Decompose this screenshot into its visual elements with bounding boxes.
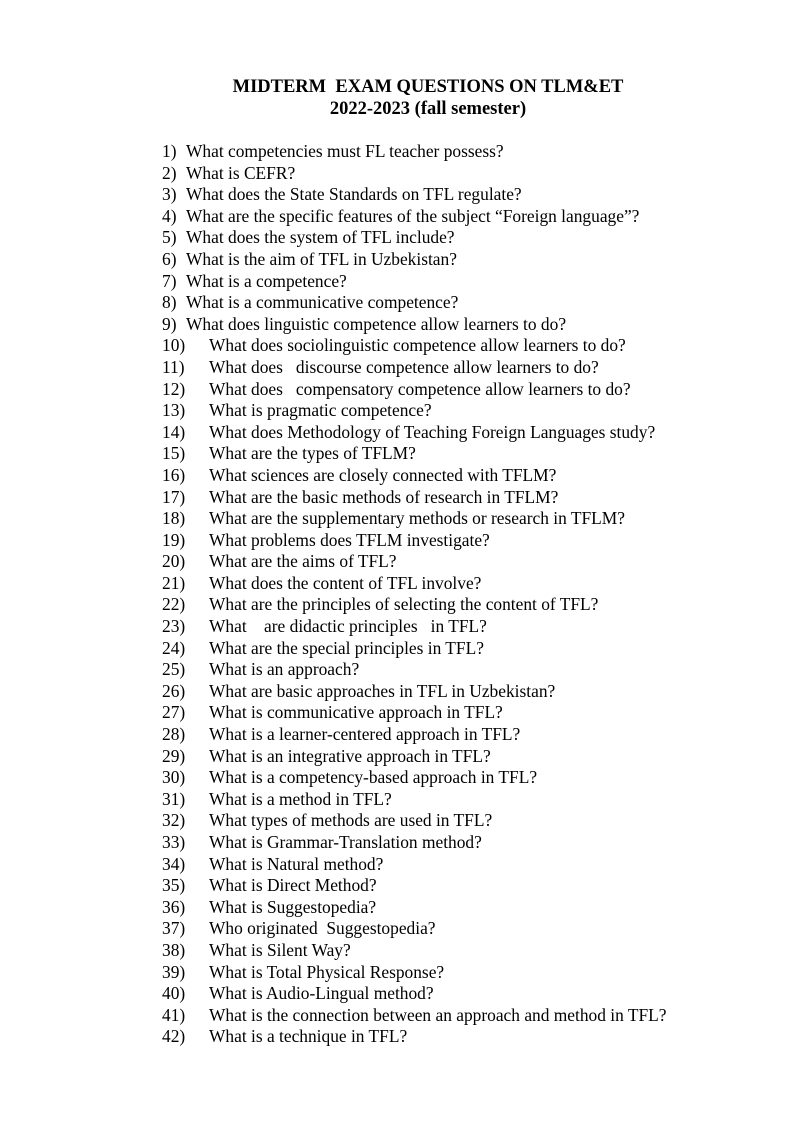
question-number: 28) xyxy=(162,724,186,745)
question-item xyxy=(162,379,762,401)
question-item xyxy=(162,594,762,616)
question-text: What is Direct Method? xyxy=(209,875,377,896)
question-number: 32) xyxy=(162,810,186,831)
question-number: 38) xyxy=(162,939,186,960)
question-text: What is an approach? xyxy=(209,659,360,680)
question-number: 5) xyxy=(162,227,177,248)
question-item xyxy=(162,746,762,768)
question-item xyxy=(162,465,762,487)
question-number: 26) xyxy=(162,680,186,701)
question-item xyxy=(162,422,762,444)
question-number: 19) xyxy=(162,529,186,550)
question-text: What are didactic principles in TFL? xyxy=(209,616,487,637)
question-text: What is an integrative approach in TFL? xyxy=(209,745,491,766)
question-number: 30) xyxy=(162,767,186,788)
question-number: 16) xyxy=(162,464,186,485)
question-text: What does linguistic competence allow learners to do? xyxy=(186,313,567,334)
question-text: What does Methodology of Teaching Foreign Languages study? xyxy=(209,421,656,442)
question-item xyxy=(162,1005,762,1027)
question-number: 9) xyxy=(162,313,177,334)
question-item xyxy=(162,487,762,509)
question-item xyxy=(162,335,762,357)
question-number: 10) xyxy=(162,335,186,356)
question-number: 34) xyxy=(162,853,186,874)
question-item xyxy=(162,227,762,249)
question-text: What does the content of TFL involve? xyxy=(209,572,482,593)
question-text: What are the specific features of the subject “Foreign language”? xyxy=(186,205,640,226)
question-item xyxy=(162,443,762,465)
question-text: What are the supplementary methods or research in TFLM? xyxy=(209,508,625,529)
question-item xyxy=(162,551,762,573)
question-number: 35) xyxy=(162,875,186,896)
question-item xyxy=(162,962,762,984)
question-number: 13) xyxy=(162,400,186,421)
question-text: What is communicative approach in TFL? xyxy=(209,702,503,723)
question-number: 23) xyxy=(162,616,186,637)
question-number: 1) xyxy=(162,141,177,161)
question-text: What sciences are closely connected with TFLM? xyxy=(209,464,557,485)
question-number: 21) xyxy=(162,572,186,593)
question-number: 3) xyxy=(162,184,177,205)
question-text: What is Total Physical Response? xyxy=(209,961,445,982)
question-number: 2) xyxy=(162,162,177,183)
question-text: Who originated Suggestopedia? xyxy=(209,918,436,939)
document-title: MIDTERM EXAM QUESTIONS ON TLM&ET xyxy=(232,77,624,97)
question-item xyxy=(162,573,762,595)
question-item xyxy=(162,940,762,962)
question-number: 4) xyxy=(162,205,177,226)
question-text: What does compensatory competence allow learners to do? xyxy=(209,378,631,399)
question-item xyxy=(162,983,762,1005)
question-number: 40) xyxy=(162,983,186,1004)
question-text: What is the connection between an approach and method in TFL? xyxy=(209,1004,667,1025)
question-text: What is Grammar-Translation method? xyxy=(209,832,482,852)
question-text: What is a technique in TFL? xyxy=(209,1026,408,1047)
question-item xyxy=(162,875,762,897)
question-number: 14) xyxy=(162,421,186,442)
question-number: 25) xyxy=(162,659,186,680)
question-text: What is Silent Way? xyxy=(209,939,351,960)
question-text: What are basic approaches in TFL in Uzbekistan? xyxy=(209,680,556,701)
question-number: 36) xyxy=(162,896,186,917)
question-item xyxy=(162,508,762,530)
question-number: 7) xyxy=(162,270,177,291)
question-number: 15) xyxy=(162,443,186,464)
question-text: What is Audio-Lingual method? xyxy=(209,983,434,1004)
question-number: 24) xyxy=(162,637,186,658)
question-item xyxy=(162,249,762,271)
question-number: 27) xyxy=(162,702,186,723)
question-text: What is a communicative competence? xyxy=(186,292,459,313)
question-text: What is Suggestopedia? xyxy=(209,896,377,917)
question-text: What is the aim of TFL in Uzbekistan? xyxy=(186,248,457,269)
question-number: 41) xyxy=(162,1004,186,1025)
question-number: 39) xyxy=(162,961,186,982)
question-number: 20) xyxy=(162,551,186,572)
question-text: What are the basic methods of research in TFLM? xyxy=(209,486,559,507)
question-text: What is pragmatic competence? xyxy=(209,400,432,421)
question-text: What does sociolinguistic competence allow learners to do? xyxy=(209,335,626,356)
question-item xyxy=(162,184,762,206)
question-item xyxy=(162,314,762,336)
question-text: What is CEFR? xyxy=(186,162,296,183)
question-text: What are the principles of selecting the content of TFL? xyxy=(209,594,599,615)
question-item xyxy=(162,767,762,789)
question-number: 18) xyxy=(162,508,186,529)
question-item xyxy=(162,163,762,185)
question-item xyxy=(162,616,762,638)
question-list xyxy=(162,141,762,1048)
question-item xyxy=(162,702,762,724)
question-text: What does discourse competence allow learners to do? xyxy=(209,356,599,377)
question-text: What is a learner-centered approach in TFL? xyxy=(209,724,521,745)
question-number: 37) xyxy=(162,918,186,939)
question-number: 11) xyxy=(162,356,185,377)
question-item xyxy=(162,400,762,422)
question-item xyxy=(162,1026,762,1048)
question-item xyxy=(162,530,762,552)
question-number: 42) xyxy=(162,1026,186,1047)
question-item xyxy=(162,141,762,163)
question-number: 22) xyxy=(162,594,186,615)
document-subtitle: 2022-2023 (fall semester) xyxy=(329,99,527,119)
question-number: 29) xyxy=(162,745,186,766)
question-number: 31) xyxy=(162,788,186,809)
question-text: What problems does TFLM investigate? xyxy=(209,529,490,550)
question-item xyxy=(162,810,762,832)
question-item xyxy=(162,897,762,919)
question-number: 8) xyxy=(162,292,177,313)
question-item xyxy=(162,832,762,854)
question-text: What is a competency-based approach in TFL? xyxy=(209,767,538,788)
question-text: What are the aims of TFL? xyxy=(209,551,397,572)
question-text: What competencies must FL teacher possess? xyxy=(186,141,504,161)
question-item xyxy=(162,854,762,876)
question-item xyxy=(162,918,762,940)
question-item xyxy=(162,357,762,379)
question-text: What are the types of TFLM? xyxy=(209,443,416,464)
question-item xyxy=(162,271,762,293)
question-text: What does the system of TFL include? xyxy=(186,227,455,248)
question-item xyxy=(162,789,762,811)
question-text: What are the special principles in TFL? xyxy=(209,637,484,658)
question-text: What is Natural method? xyxy=(209,853,384,874)
question-item xyxy=(162,638,762,660)
question-text: What is a method in TFL? xyxy=(209,788,392,809)
question-text: What is a competence? xyxy=(186,270,347,291)
question-item xyxy=(162,681,762,703)
question-number: 12) xyxy=(162,378,186,399)
question-number: 17) xyxy=(162,486,186,507)
question-item xyxy=(162,206,762,228)
question-text: What does the State Standards on TFL regulate? xyxy=(186,184,522,205)
question-text: What types of methods are used in TFL? xyxy=(209,810,493,831)
question-item xyxy=(162,659,762,681)
question-number: 6) xyxy=(162,248,177,269)
question-item xyxy=(162,724,762,746)
question-number: 33) xyxy=(162,832,186,852)
question-item xyxy=(162,292,762,314)
